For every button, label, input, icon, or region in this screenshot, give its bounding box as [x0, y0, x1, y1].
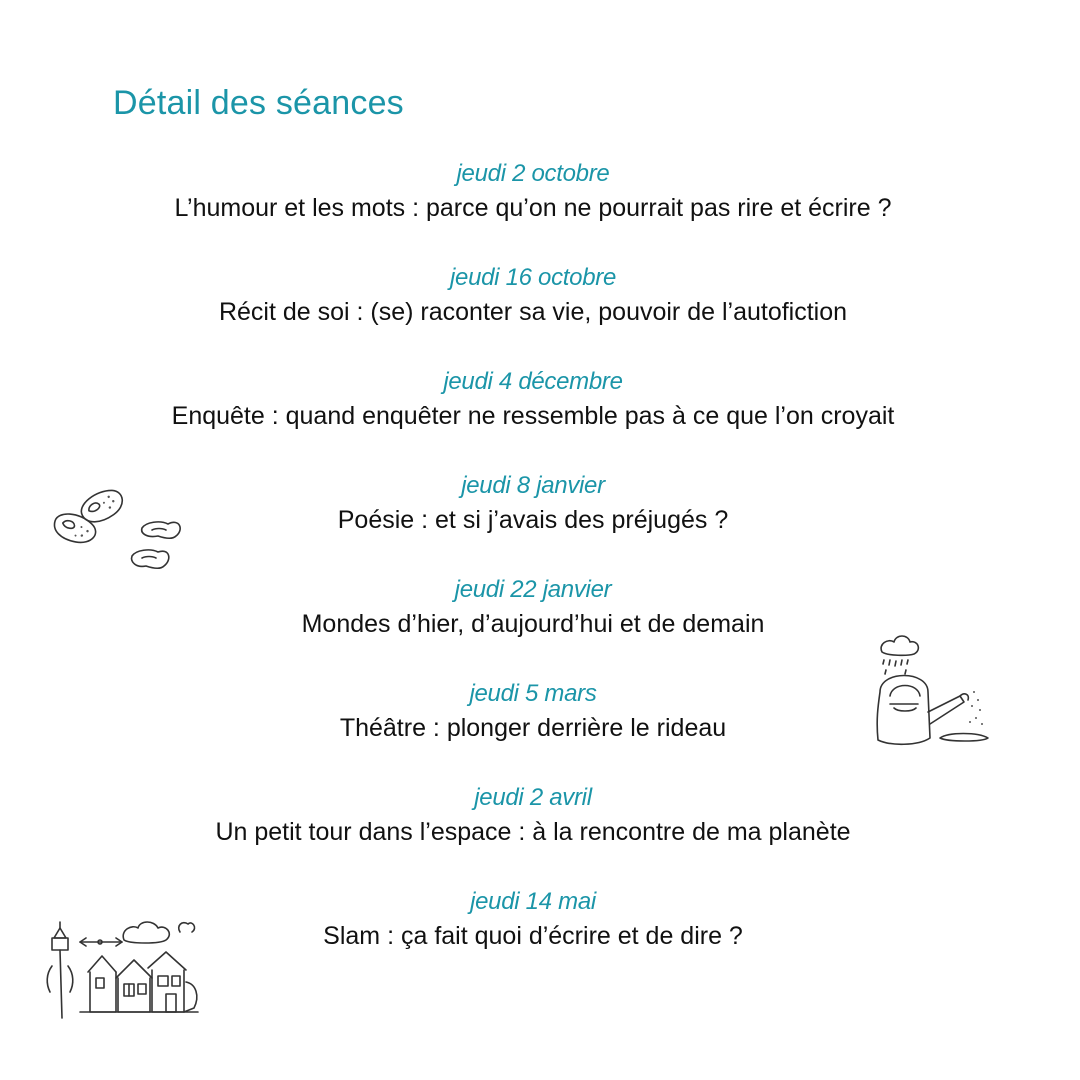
session-topic: L’humour et les mots : parce qu’on ne pourrait pas rire et écrire ?	[174, 194, 892, 222]
session-item	[0, 262, 1066, 366]
session-topic: Mondes d’hier, d’aujourd’hui et de demain	[301, 610, 765, 638]
session-topic: Théâtre : plonger derrière le rideau	[339, 714, 727, 742]
session-topic: Enquête : quand enquêter ne ressemble pas à ce que l’on croyait	[171, 402, 895, 430]
session-date: jeudi 4 décembre	[443, 368, 623, 395]
session-topic: Un petit tour dans l’espace : à la rencontre de ma planète	[215, 818, 851, 846]
session-date: jeudi 8 janvier	[461, 472, 605, 499]
session-date: jeudi 2 octobre	[456, 160, 610, 187]
village-icon	[40, 912, 204, 1024]
session-item	[0, 158, 1066, 262]
session-item	[0, 782, 1066, 886]
session-date: jeudi 5 mars	[469, 680, 597, 707]
session-topic: Récit de soi : (se) raconter sa vie, pouvoir de l’autofiction	[218, 298, 848, 326]
session-date: jeudi 14 mai	[470, 888, 596, 915]
session-topic: Slam : ça fait quoi d’écrire et de dire ?	[323, 922, 743, 950]
page-title: Détail des séances	[113, 84, 404, 122]
session-topic: Poésie : et si j’avais des préjugés ?	[337, 506, 729, 534]
session-date: jeudi 22 janvier	[454, 576, 612, 603]
watering-can-icon	[868, 630, 998, 752]
session-item	[0, 366, 1066, 470]
session-date: jeudi 16 octobre	[450, 264, 616, 291]
footprints-icon	[48, 478, 188, 580]
session-date: jeudi 2 avril	[474, 784, 592, 811]
